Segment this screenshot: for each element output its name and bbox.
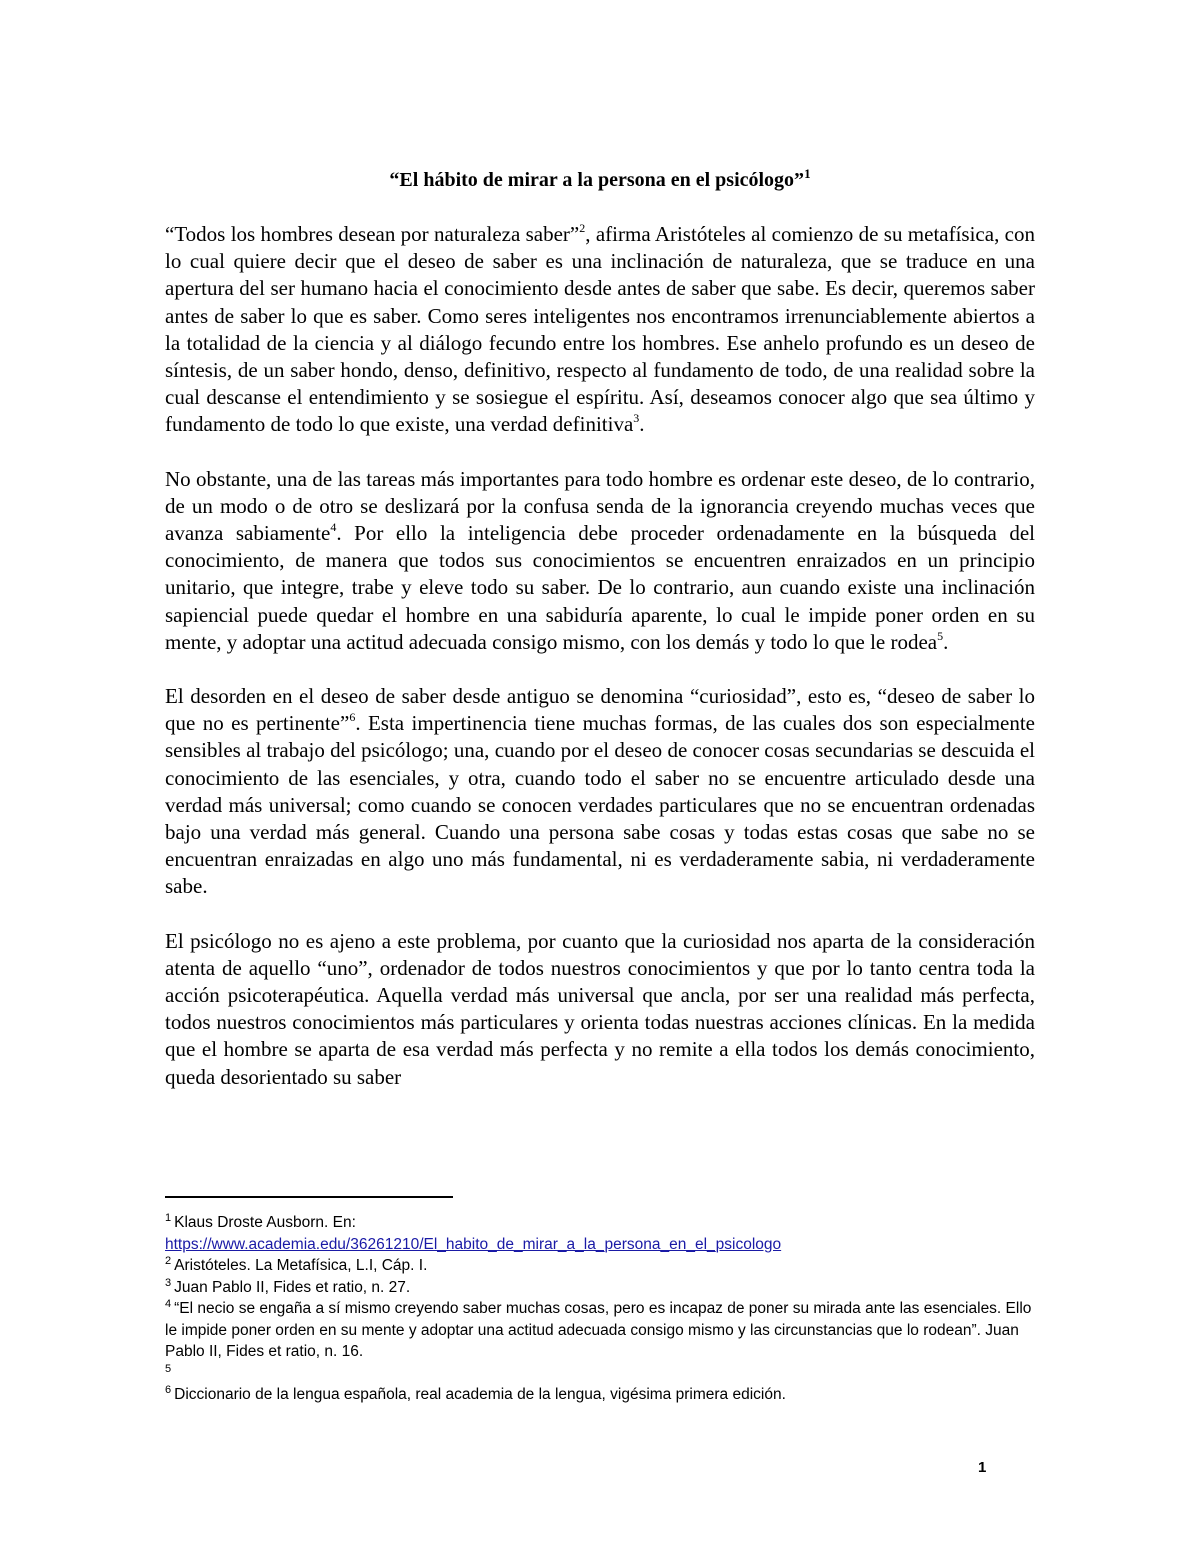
footnote-ref[interactable]: 6 [349,710,356,725]
footnotes [165,1212,1035,1406]
document-title [165,166,1035,196]
paragraph-1 [165,221,1035,439]
paragraph-text: , afirma Aristóteles al comienzo de su metafísica, con lo cual quiere decir que el deseo de saber es una inclinación de naturaleza, que se traduce en una apertura del ser humano hacia el conocimiento desde antes de saber que sabe. Es decir, queremos saber antes de saber lo que es saber. Como seres inteligentes nos encontramos irrenunciablemente abiertos a la totalidad de la ciencia y al diálogo fecundo entre los hombres. Ese anhelo profundo es un deseo de síntesis, de un saber hondo, denso, definitivo, respecto al fundamento de todo, de una realidad sobre la cual descanse el entendimiento y se sosiegue el espíritu. Así, deseamos conocer algo que sea último y fundamento de todo lo que existe, una verdad definitiva [165,222,1035,437]
footnote-ref[interactable]: 2 [579,221,586,235]
paragraph-text: El desorden en el deseo de saber desde antiguo se denomina “curiosidad”, esto es, “deseo de saber lo que no es pertinente” [165,684,1035,736]
footnote-text: Juan Pablo II, Fides et ratio, n. 27. [174,1278,411,1296]
footnote-3 [165,1277,1035,1299]
footnote-ref[interactable]: 1 [804,166,811,181]
footnote-text: Klaus Droste Ausborn. En: [174,1214,356,1231]
footnote-2 [165,1255,1035,1277]
footnote-6 [165,1384,1035,1406]
footnote-number: 6 [165,1384,172,1396]
footnote-separator [165,1196,453,1198]
paragraph-4 [165,928,1035,1091]
footnote-text: Diccionario de la lengua española, real academia de la lengua, vigésima primera edición. [174,1386,786,1403]
footnote-number: 5 [165,1362,172,1375]
footnote-ref[interactable]: 5 [937,628,944,643]
paragraph-text: . [943,629,949,654]
footnote-number: 1 [165,1212,172,1224]
paragraph-text: . Por ello la inteligencia debe proceder ordenadamente en la búsqueda del conocimiento, de manera que todos sus conocimientos se encuentren enraizados en un principio unitario, que integre, trabe y eleve todo su saber. De lo contrario, aun cuando existe una inclinación sapiencial puede quedar el hombre en una sabiduría aparente, lo cual le impide poner orden en su mente, y adoptar una actitud adecuada consigo mismo, con los demás y todo lo que le rodea [165,521,1035,654]
footnote-4 [165,1298,1035,1363]
paragraph-text: No obstante, una de las tareas más importantes para todo hombre es ordenar este deseo, de lo contrario, de un modo o de otro se deslizará por la confusa senda de la ignorancia creyendo muchas veces que avanza sabiamente [165,466,1035,546]
page-number: 1 [978,1459,987,1476]
paragraph-text: . [639,412,645,437]
footnote-ref[interactable]: 4 [330,520,337,535]
footnote-number: 4 [165,1298,172,1310]
footnote-number: 3 [165,1276,172,1289]
footnote-link[interactable]: https://www.academia.edu/36261210/El_habito_de_mirar_a_la_persona_en_el_psicologo [165,1235,782,1253]
footnote-5 [165,1363,1035,1385]
title-text: “El hábito de mirar a la persona en el psicólogo” [389,169,805,191]
paragraph-text: El psicólogo no es ajeno a este problema, por cuanto que la curiosidad nos aparta de la consideración atenta de aquello “uno”, ordenador de todos nuestros conocimientos y que por lo tanto centra toda la acción psicoterapéutica. Aquella verdad más universal que ancla, por ser una realidad más perfecta, todos nuestros conocimientos más particulares y orienta todas nuestras acciones clínicas. En la medida que el hombre se aparta de esa verdad más perfecta y no remite a ella todos los demás conocimiento, queda desorientado su saber [165,928,1035,1089]
paragraph-2 [165,466,1035,656]
footnote-text: Aristóteles. La Metafísica, L.I, Cáp. I. [174,1257,428,1274]
footnote-1 [165,1212,1035,1234]
footnote-number: 2 [165,1255,172,1267]
paragraph-3 [165,683,1035,901]
footnote-text: “El necio se engaña a sí mismo creyendo saber muchas cosas, pero es incapaz de poner su mirada ante las esenciales. Ello le impide poner orden en su mente y adoptar una actitud adecuada consigo mismo y las circunstancias que lo rodean”. Juan Pablo II, Fides et ratio, n. 16. [165,1300,1032,1360]
footnote-ref[interactable]: 3 [633,411,640,426]
paragraph-text: “Todos los hombres desean por naturaleza saber” [165,222,580,246]
footnote-1-link-line [165,1234,1035,1256]
paragraph-text: . Esta impertinencia tiene muchas formas, de las cuales dos son especialmente sensibles al trabajo del psicólogo; una, cuando por el deseo de conocer cosas secundarias se descuida el conocimiento de las esenciales, y otra, cuando todo el saber no se encuentre articulado desde una verdad más universal; como cuando se conocen verdades particulares que no se encuentran ordenadas bajo una verdad más general. Cuando una persona sabe cosas y todas estas cosas que sabe no se encuentran enraizadas en algo uno más fundamental, ni es verdaderamente sabia, ni verdaderamente sabe. [165,711,1036,899]
document-body [165,221,1035,1118]
